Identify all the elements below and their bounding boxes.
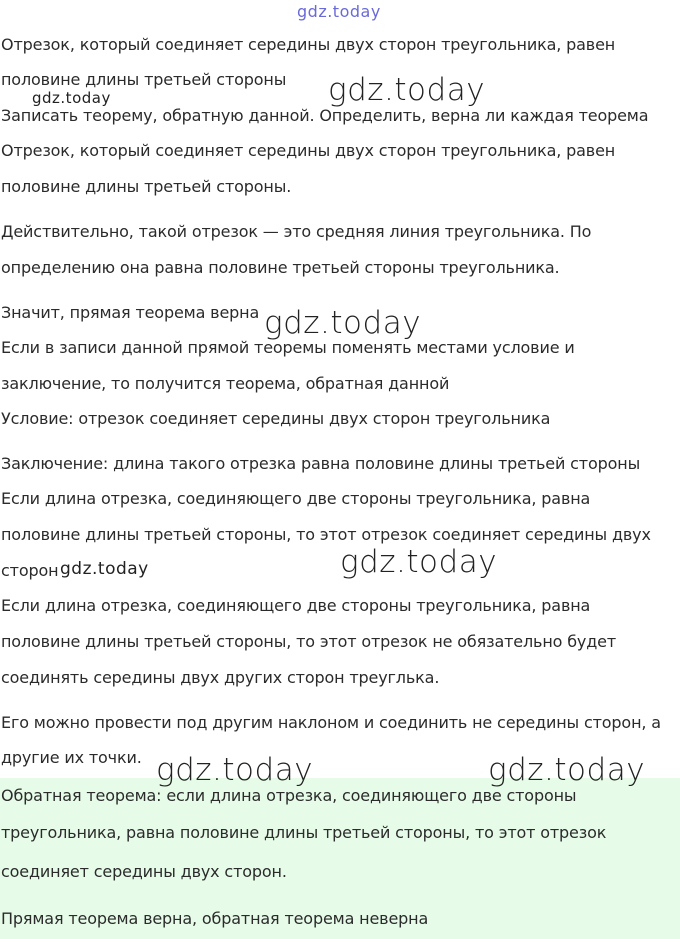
text-line: Значит, прямая теорема верна — [1, 303, 260, 322]
text-line: Условие: отрезок соединяет середины двух сторон треугольника — [1, 409, 551, 428]
text-line: Отрезок, который соединяет середины двух сторон треугольника, равен — [1, 141, 616, 160]
watermark: gdz.today — [297, 2, 381, 21]
watermark: gdz.today — [156, 752, 314, 788]
text-line: половине длины третьей стороны. — [1, 177, 292, 196]
text-line: половине длины третьей стороны, то этот отрезок соединяет середины двух — [1, 525, 651, 544]
text-line: Прямая теорема верна, обратная теорема неверна — [1, 909, 429, 928]
text-line: половине длины третьей стороны, то этот отрезок не обязательно будет — [1, 632, 617, 651]
text-line: Заключение: длина такого отрезка равна половине длины третьей стороны — [1, 454, 641, 473]
watermark: gdz.today — [328, 72, 486, 108]
watermark: gdz.today — [264, 305, 422, 341]
text-line: Отрезок, который соединяет середины двух сторон треугольника, равен — [1, 35, 616, 54]
text-line: Его можно провести под другим наклоном и соединить не середины сторон, а — [1, 713, 661, 732]
watermark: gdz.today — [488, 752, 646, 788]
text-line: Если длина отрезка, соединяющего две стороны треугольника, равна — [1, 596, 591, 615]
watermark: gdz.today — [340, 544, 498, 580]
text-line: соединять середины двух других сторон треуглька. — [1, 668, 440, 687]
watermark: gdz.today — [32, 89, 111, 107]
text-line: треугольника, равна половине длины третьей стороны, то этот отрезок — [1, 823, 607, 842]
text-line: определению она равна половине третьей стороны треугольника. — [1, 258, 560, 277]
text-line: половине длины третьей стороны — [1, 70, 287, 89]
text-line: Если длина отрезка, соединяющего две стороны треугольника, равна — [1, 489, 591, 508]
text-line: Записать теорему, обратную данной. Определить, верна ли каждая теорема — [1, 106, 649, 125]
text-line: Действительно, такой отрезок — это средняя линия треугольника. По — [1, 222, 592, 241]
text-line: Если в записи данной прямой теоремы поменять местами условие и — [1, 338, 575, 357]
text-line: соединяет середины двух сторон. — [1, 862, 287, 881]
text-line: сторон — [1, 561, 59, 580]
text-line: заключение, то получится теорема, обратная данной — [1, 374, 450, 393]
text-line: Обратная теорема: если длина отрезка, соединяющего две стороны — [1, 786, 577, 805]
text-line: другие их точки. — [1, 748, 142, 767]
watermark: gdz.today — [60, 559, 149, 579]
